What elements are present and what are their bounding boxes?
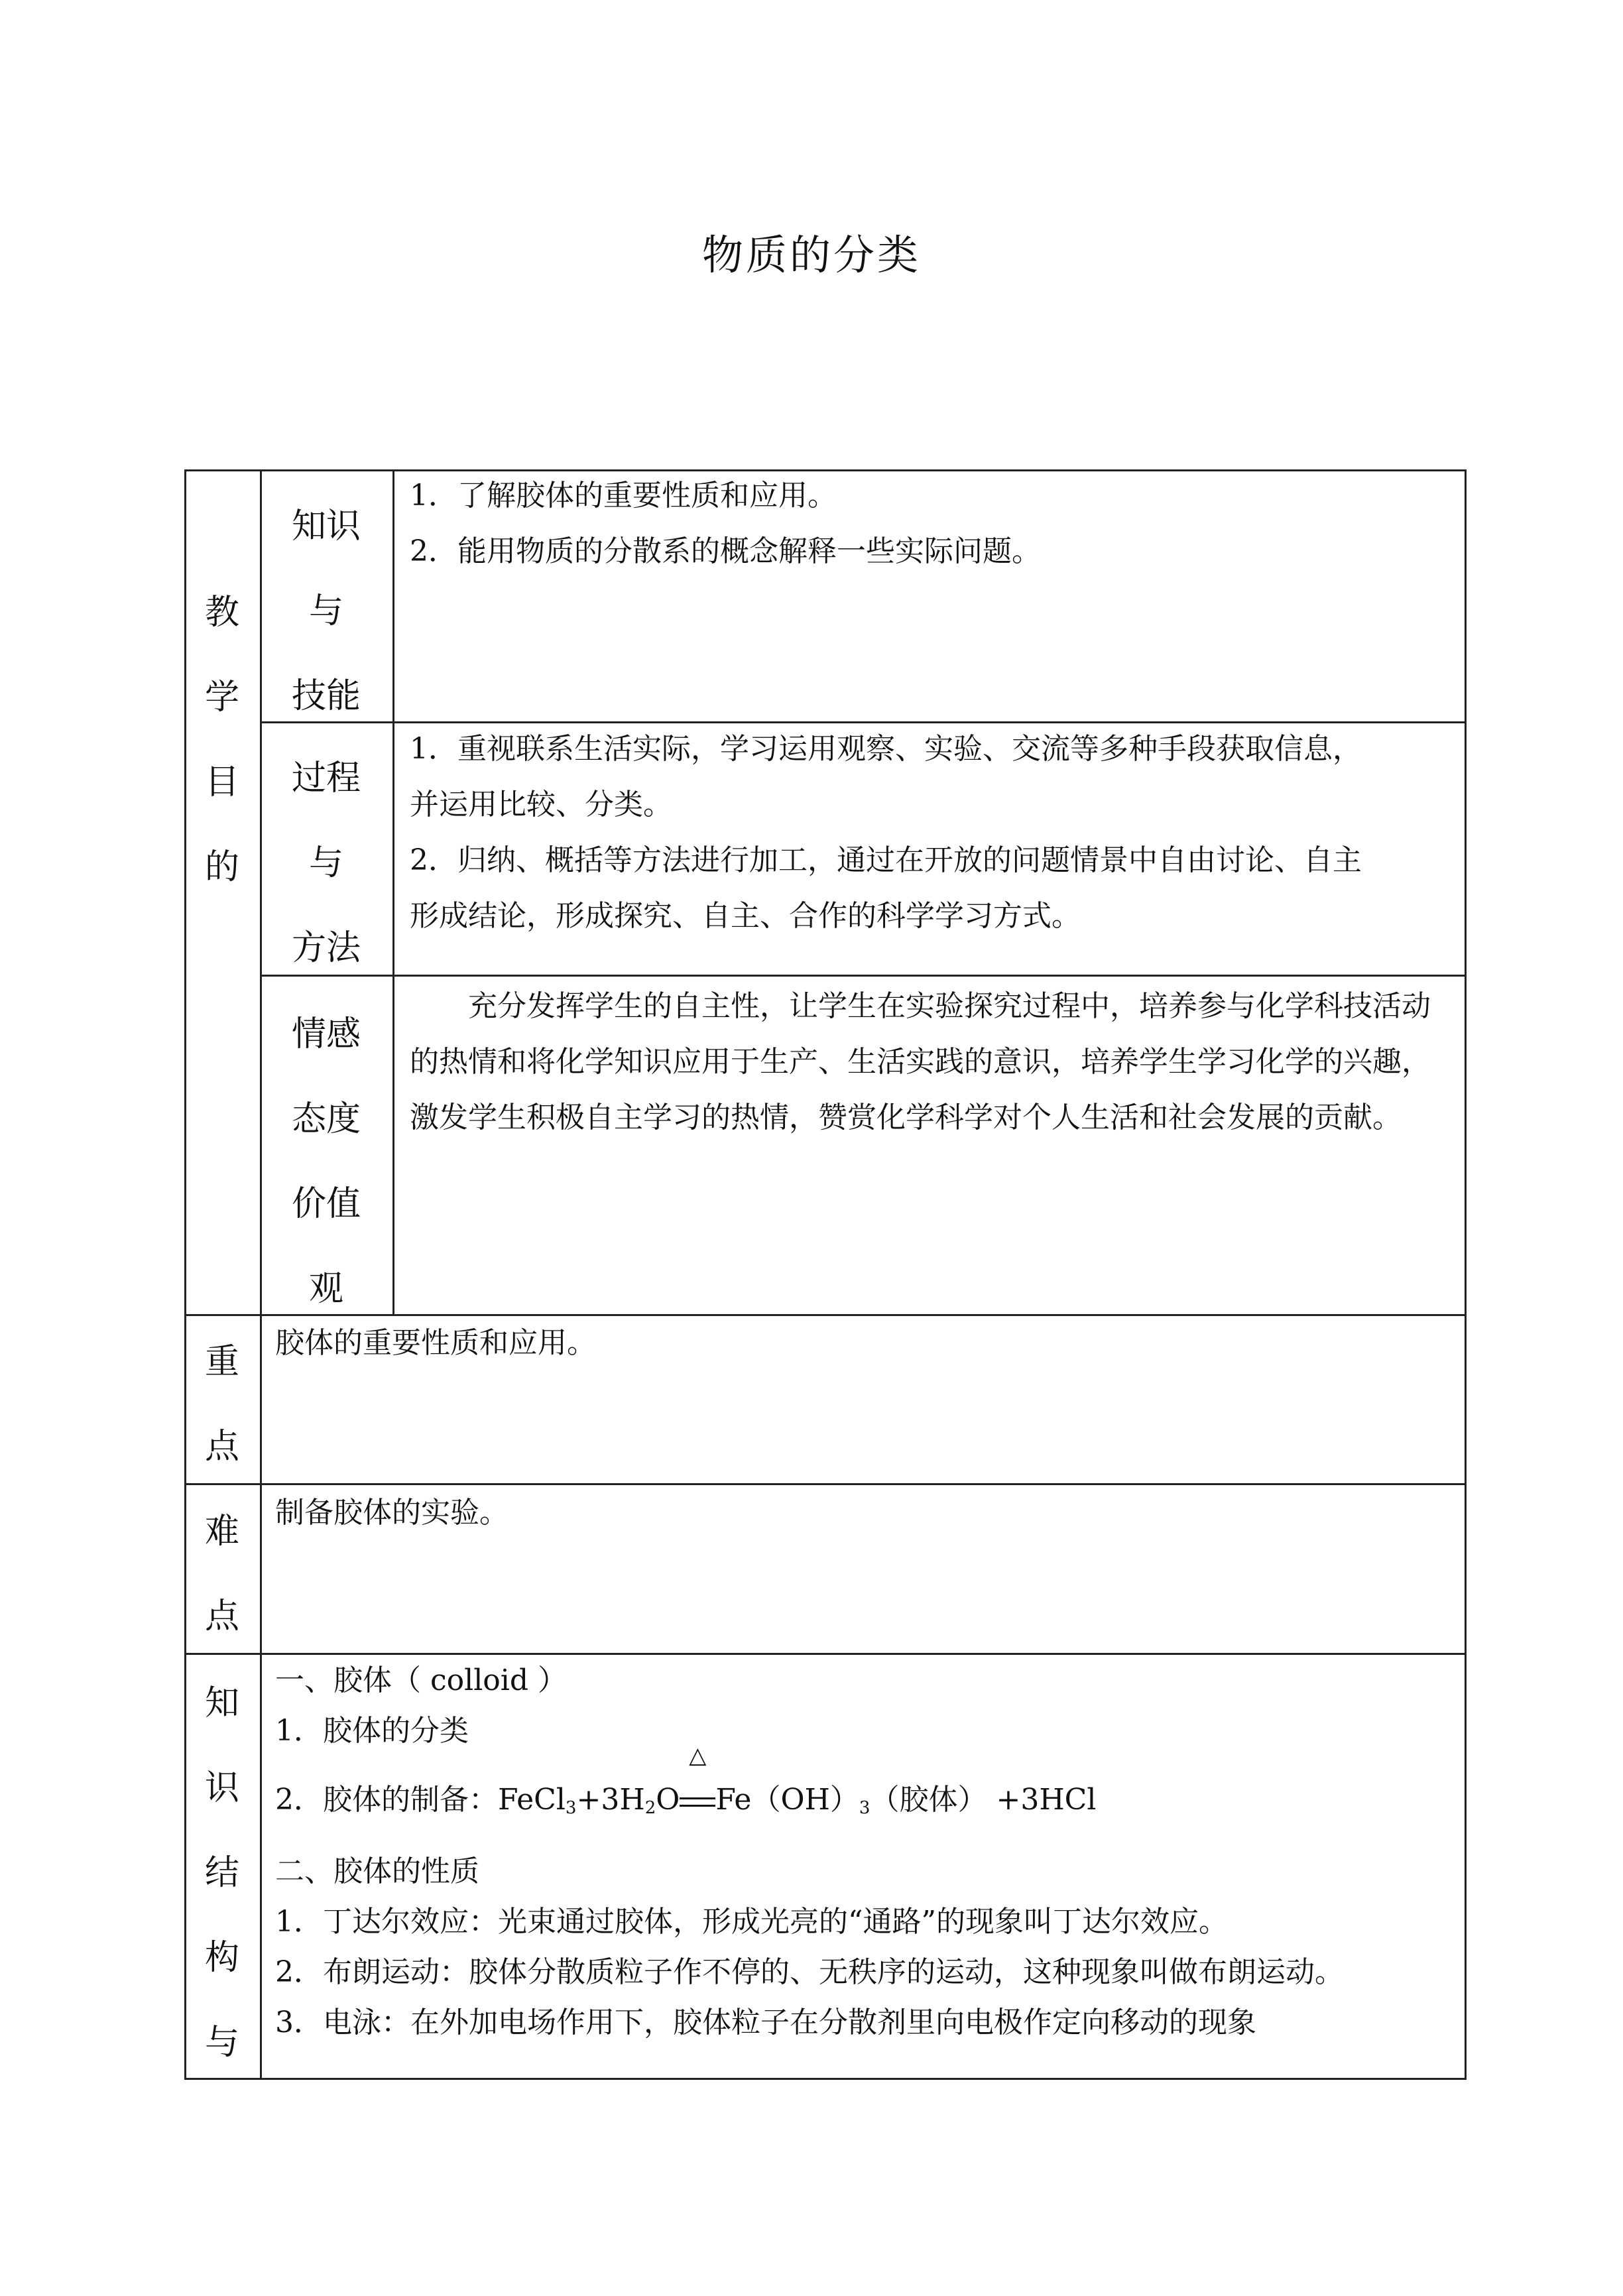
list-item: 1．重视联系生活实际，学习运用观察、实验、交流等多种手段获取信息， [410,732,1362,766]
paragraph: 充分发挥学生的自主性，让学生在实验探究过程中，培养参与化学科技活动的热情和将化学知识应用于生产、生活实践的意识，培养学生学习化学的兴趣，激发学生积极自主学习的热情，赞赏化学科学对个人生活和社会发展的贡献。 [410,989,1431,1134]
list-item: 2．能用物质的分散系的概念解释一些实际问题。 [410,534,1041,568]
list-item: 1．丁达尔效应：光束通过胶体，形成光亮的“通路”的现象叫丁达尔效应。 [275,1905,1228,1939]
list-item: 一、胶体（ colloid ） [275,1663,567,1697]
list-item: 2．布朗运动：胶体分散质粒子作不停的、无秩序的运动，这种现象叫做布朗运动。 [275,1955,1344,1989]
knowledge-skills-label: 知识 与 技能 [291,507,361,716]
list-item: 2．归纳、概括等方法进行加工，通过在开放的问题情景中自由讨论、自主 [410,843,1362,877]
process-methods-label: 过程 与 方法 [291,758,361,968]
attitude-values-content [410,979,1454,1146]
list-item: 3．电泳：在外加电场作用下，胶体粒子在分散剂里向电极作定向移动的现象 [275,2006,1256,2039]
list-item: 并运用比较、分类。 [410,788,672,821]
knowledge-skills-content [410,468,1457,579]
objectives-label [186,570,259,910]
difficulty-content: 制备胶体的实验。 [275,1496,509,1530]
objectives-char: 学 [204,678,239,717]
knowledge-structure-content [275,1654,1462,2048]
list-item: 1．胶体的分类 [275,1714,469,1748]
process-methods-content [410,721,1457,944]
key-point-content: 胶体的重要性质和应用。 [275,1326,596,1360]
list-item: 形成结论，形成探究、自主、合作的科学学习方式。 [410,899,1081,933]
list-item: 二、胶体的性质 [275,1854,479,1888]
table-divider [260,469,262,2080]
knowledge-structure-label: 知 识 结 构 与 [204,1683,239,2063]
list-item: 1．了解胶体的重要性质和应用。 [410,479,837,513]
chemical-equation: 2．胶体的制备：$FeCl_3+3H_2O$ △ $Fe(OH)_3$（胶体） +3HCl [275,1775,1462,1833]
objectives-char: 教 [204,593,239,633]
page-title: 物质的分类 [701,231,921,279]
difficulty-label: 难 点 [204,1512,239,1636]
objectives-char: 的 [204,847,239,887]
objectives-char: 目 [204,762,239,802]
heat-equals-sign: △ [680,1775,715,1825]
table-divider [260,975,1467,977]
attitude-values-label: 情感 态度 价值 观 [291,1014,361,1309]
table-divider [392,469,394,1316]
key-point-label: 重 点 [204,1342,239,1467]
